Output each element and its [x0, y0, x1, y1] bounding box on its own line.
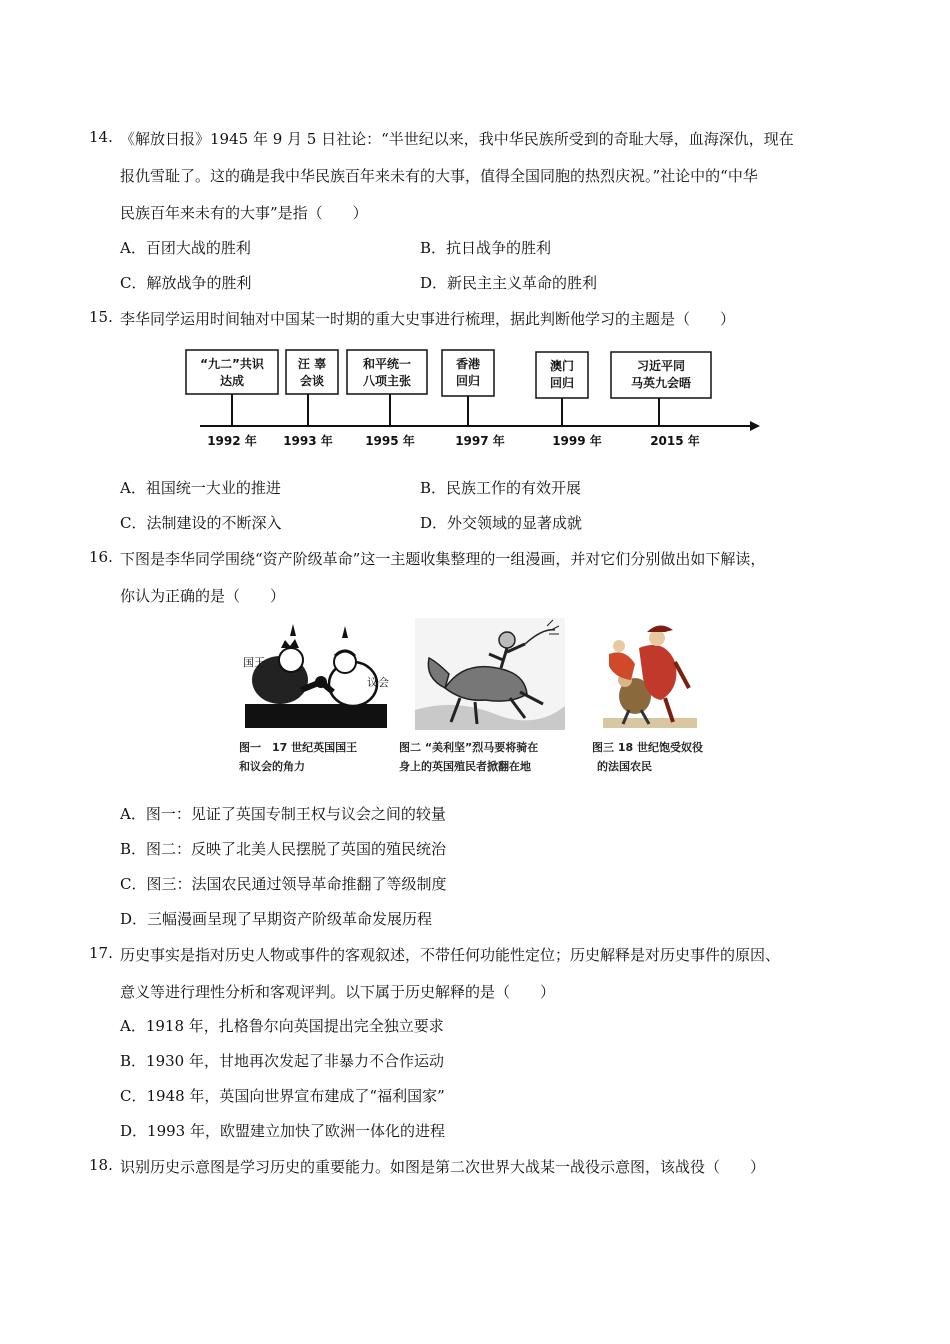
q17-number: 17. [89, 944, 113, 962]
event-label: 和平统一 [362, 357, 412, 371]
event-label: 达成 [219, 374, 245, 388]
event-label: 马英九会晤 [630, 376, 692, 390]
q14-option-d[interactable]: D．新民主主义革命的胜利 [420, 274, 598, 292]
q15-text: 李华同学运用时间轴对中国某一时期的重大史事进行梳理，据此判断他学习的主题是（ ） [120, 310, 736, 328]
year-label: 1993 年 [283, 434, 333, 448]
caption-2-line-2: 身上的英国殖民者掀翻在地 [399, 760, 531, 773]
q17-option-c[interactable]: C．1948 年，英国向世界宣布建成了“福利国家” [120, 1087, 445, 1105]
q14-option-b[interactable]: B．抗日战争的胜利 [420, 239, 552, 257]
q16-line-1: 下图是李华同学围绕“资产阶级革命”这一主题收集整理的一组漫画，并对它们分别做出如下解读， [120, 550, 766, 568]
timeline-event-1992 [186, 350, 278, 448]
q16-option-d[interactable]: D．三幅漫画呈现了早期资产阶级革命发展历程 [120, 910, 433, 928]
year-label: 1999 年 [552, 434, 602, 448]
q17-line-2: 意义等进行理性分析和客观评判。以下属于历史解释的是（ ） [120, 983, 556, 1001]
q18-text: 识别历史示意图是学习历史的重要能力。如图是第二次世界大战某一战役示意图，该战役（ ） [120, 1158, 766, 1176]
timeline-diagram [180, 344, 770, 452]
q14-line-1: 《解放日报》1945 年 9 月 5 日社论：“半世纪以来，我中华民族所受到的奇耻大辱，血海深仇，现在 [120, 130, 794, 148]
q14-number: 14. [89, 128, 113, 146]
year-label: 1997 年 [455, 434, 505, 448]
timeline-event-2015 [611, 352, 711, 448]
cartoon-3-image [595, 618, 707, 732]
q16-number: 16. [89, 548, 113, 566]
q14-line-2: 报仇雪耻了。这的确是我中华民族百年来未有的大事，值得全国同胞的热烈庆祝。”社论中的“中华 [120, 167, 758, 185]
cartoon-group [235, 618, 725, 783]
year-label: 1992 年 [207, 434, 257, 448]
q14-line-3: 民族百年来未有的大事”是指（ ） [120, 204, 368, 222]
event-label: 会谈 [299, 374, 325, 388]
timeline-event-1999 [536, 352, 602, 448]
q17-option-d[interactable]: D．1993 年，欧盟建立加快了欧洲一体化的进程 [120, 1122, 445, 1140]
timeline-event-1997 [442, 350, 505, 448]
event-label: “九二”共识 [200, 357, 264, 371]
q15-option-d[interactable]: D．外交领域的显著成就 [420, 514, 583, 532]
cartoon-2-image [415, 618, 565, 730]
q16-line-2: 你认为正确的是（ ） [120, 587, 286, 605]
event-label: 澳门 [549, 359, 575, 373]
caption-2-line-1: 图二 “美利坚”烈马要将骑在 [399, 741, 539, 754]
q16-option-c[interactable]: C．图三：法国农民通过领导革命推翻了等级制度 [120, 875, 447, 893]
year-label: 1995 年 [365, 434, 415, 448]
caption-3-line-2: 的法国农民 [597, 760, 652, 773]
q15-number: 15. [89, 308, 113, 326]
q14-option-c[interactable]: C．解放战争的胜利 [120, 274, 252, 292]
q14-option-a[interactable]: A．百团大战的胜利 [120, 239, 251, 257]
q18-number: 18. [89, 1156, 113, 1174]
q15-option-c[interactable]: C．法制建设的不断深入 [120, 514, 282, 532]
timeline-arrow-icon [750, 421, 760, 431]
timeline-event-1993 [283, 350, 338, 448]
q15-option-b[interactable]: B．民族工作的有效开展 [420, 479, 582, 497]
q17-option-b[interactable]: B．1930 年，甘地再次发起了非暴力不合作运动 [120, 1052, 444, 1070]
event-label: 八项主张 [362, 374, 412, 388]
cartoon-1-image [235, 620, 393, 732]
event-label: 香港 [455, 357, 481, 371]
q15-option-a[interactable]: A．祖国统一大业的推进 [120, 479, 281, 497]
cartoon-label-king: 国王 [243, 656, 265, 669]
caption-1-line-2: 和议会的角力 [239, 760, 305, 773]
event-label: 汪 辜 [297, 357, 327, 371]
event-label: 习近平同 [636, 359, 686, 373]
event-label: 回归 [549, 376, 575, 390]
timeline-event-1995 [347, 350, 427, 448]
q17-line-1: 历史事实是指对历史人物或事件的客观叙述，不带任何功能性定位；历史解释是对历史事件的原因、 [120, 946, 781, 964]
caption-3-line-1: 图三 18 世纪饱受奴役 [592, 741, 703, 754]
q16-option-b[interactable]: B．图二：反映了北美人民摆脱了英国的殖民统治 [120, 840, 447, 858]
q17-option-a[interactable]: A．1918 年，扎格鲁尔向英国提出完全独立要求 [120, 1017, 444, 1035]
q16-option-a[interactable]: A．图一：见证了英国专制王权与议会之间的较量 [120, 805, 446, 823]
cartoon-label-parliament: 议会 [367, 676, 389, 689]
event-label: 回归 [455, 374, 481, 388]
caption-1-line-1: 图一 17 世纪英国国王 [239, 741, 358, 754]
year-label: 2015 年 [650, 434, 700, 448]
